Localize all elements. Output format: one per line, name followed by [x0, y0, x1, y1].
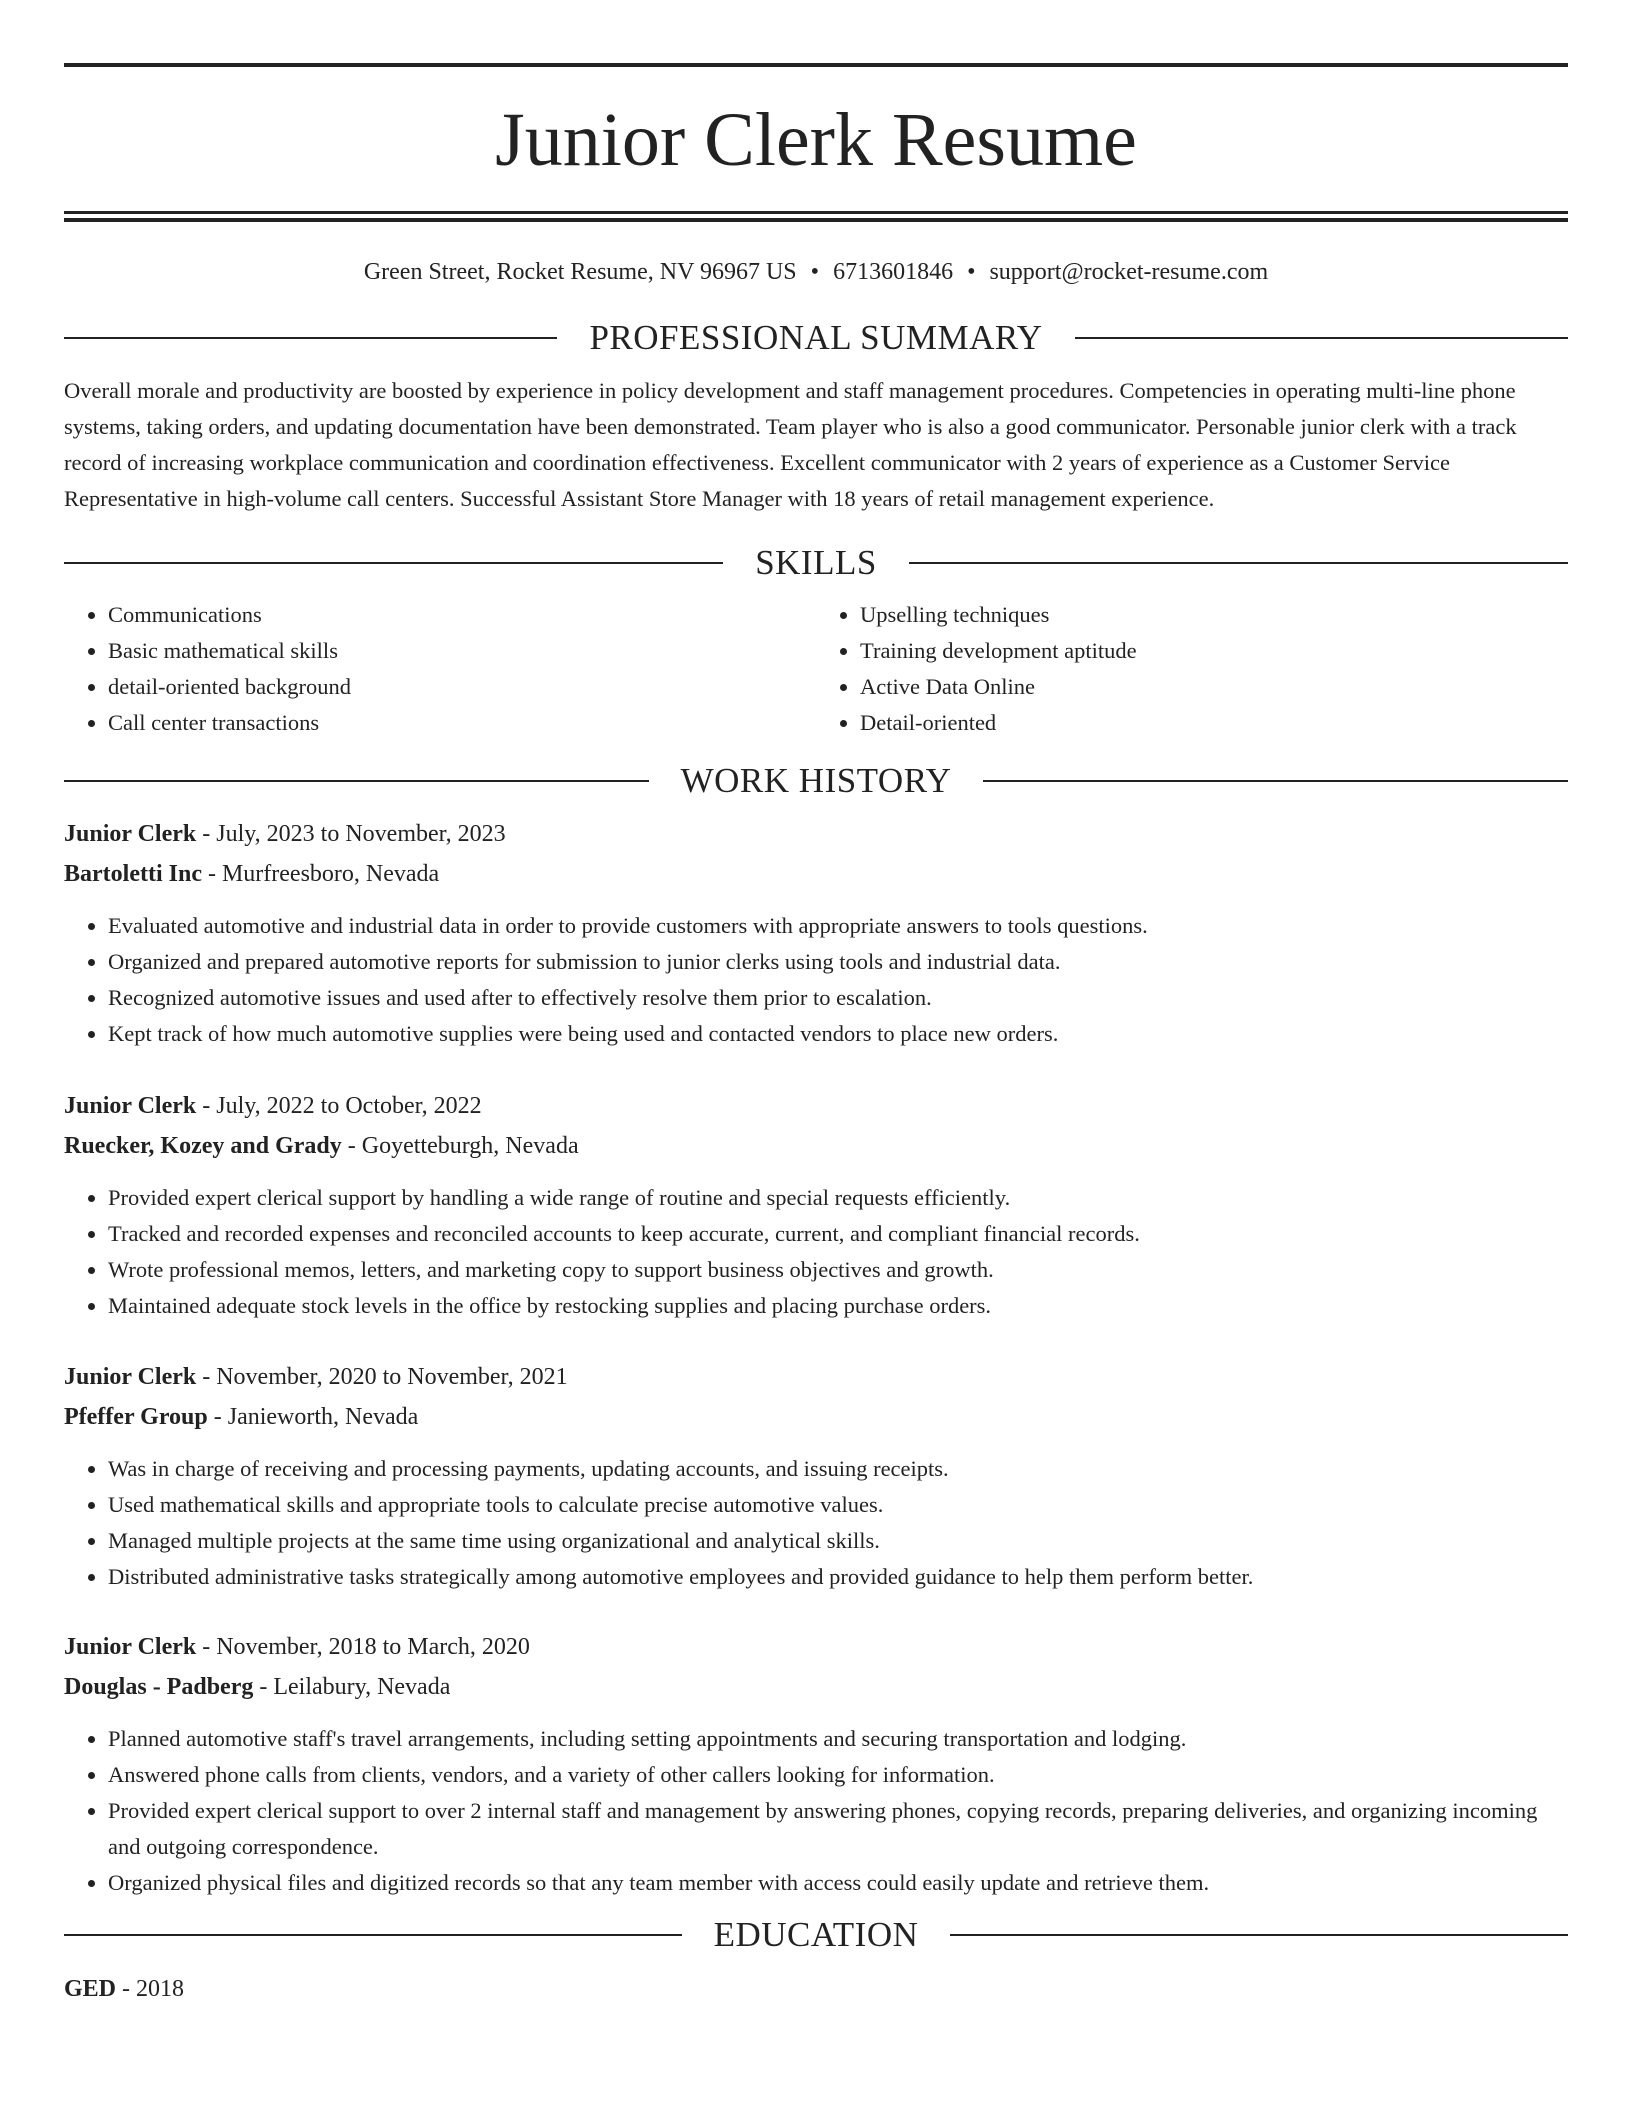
- job-company-line: [64, 854, 1568, 894]
- job-bullet: • Answered phone calls from clients, vendors, and a variety of other callers looking for information.: [108, 1757, 1568, 1793]
- job-bullets: [64, 1721, 1568, 1901]
- divider-line: [1075, 337, 1568, 339]
- job-company-line: [64, 1397, 1568, 1437]
- divider-line: [983, 780, 1568, 782]
- resume-page: [64, 0, 1568, 2009]
- job-company: Douglas - Padberg: [64, 1674, 254, 1700]
- job-bullet: • Kept track of how much automotive supplies were being used and contacted vendors to place new orders.: [108, 1016, 1568, 1052]
- job-dates: - July, 2022 to October, 2022: [196, 1093, 482, 1119]
- job-location: - Goyetteburgh, Nevada: [341, 1133, 579, 1159]
- skills-column-right: [816, 597, 1568, 741]
- job-bullet: • Tracked and recorded expenses and reconciled accounts to keep accurate, current, and compliant financial records.: [108, 1216, 1568, 1252]
- skill-item: • Active Data Online: [860, 669, 1568, 705]
- summary-text: Overall morale and productivity are boosted by experience in policy development and staff management procedures. Competencies in operating multi-line phone systems, taking orders, and updating documentation have been demonstrated. Team player who is also a good communicator. Personable junior clerk with a track record of increasing workplace communication and coordination effectiveness. Excellent communicator with 2 years of experience as a Customer Service Representative in high-volume call centers. Successful Assistant Store Manager with 18 years of retail management experience.: [64, 378, 1517, 511]
- education-year: - 2018: [116, 1976, 185, 2002]
- job-bullets: [64, 1180, 1568, 1324]
- job-bullet: • Provided expert clerical support to over 2 internal staff and management by answering phones, copying records, preparing deliveries, and organizing incoming and outgoing correspondence.: [108, 1793, 1568, 1865]
- job-bullet: • Wrote professional memos, letters, and marketing copy to support business objectives and growth.: [108, 1252, 1568, 1288]
- contact-phone: 6713601846: [833, 259, 954, 285]
- divider-line: [64, 562, 723, 564]
- contact-address: Green Street, Rocket Resume, NV 96967 US: [363, 259, 797, 285]
- job-bullet: • Recognized automotive issues and used after to effectively resolve them prior to escalation.: [108, 980, 1568, 1016]
- section-header-education: [64, 1915, 1568, 1955]
- skill-item: • Call center transactions: [108, 705, 816, 741]
- section-title: EDUCATION: [713, 1915, 919, 1954]
- job-entry: [64, 1086, 1568, 1324]
- job-location: - Janieworth, Nevada: [207, 1404, 419, 1430]
- contact-separator: •: [967, 259, 976, 285]
- job-title: Junior Clerk: [64, 1093, 197, 1119]
- section-title: PROFESSIONAL SUMMARY: [589, 318, 1043, 357]
- skill-item: • detail-oriented background: [108, 669, 816, 705]
- job-bullet: • Maintained adequate stock levels in the office by restocking supplies and placing purchase orders.: [108, 1288, 1568, 1324]
- section-header-work-history: [64, 761, 1568, 801]
- divider-line: [64, 337, 557, 339]
- section-header-summary: [64, 318, 1568, 358]
- skills-column-left: [64, 597, 816, 741]
- skill-item: • Detail-oriented: [860, 705, 1568, 741]
- job-bullet: • Distributed administrative tasks strategically among automotive employees and provided guidance to help them perform better.: [108, 1559, 1568, 1595]
- job-company: Ruecker, Kozey and Grady: [64, 1133, 342, 1159]
- job-company: Pfeffer Group: [64, 1404, 208, 1430]
- job-entry: [64, 814, 1568, 1052]
- section-header-skills: [64, 543, 1568, 583]
- education-entry: [64, 1969, 1568, 2009]
- job-entry: [64, 1627, 1568, 1901]
- job-company: Bartoletti Inc: [64, 861, 202, 887]
- job-bullet: • Used mathematical skills and appropriate tools to calculate precise automotive values.: [108, 1487, 1568, 1523]
- job-location: - Leilabury, Nevada: [253, 1674, 451, 1700]
- divider-line: [64, 1934, 682, 1936]
- contact-line: [64, 256, 1568, 288]
- job-location: - Murfreesboro, Nevada: [201, 861, 440, 887]
- contact-email: support@rocket-resume.com: [989, 259, 1269, 285]
- job-title: Junior Clerk: [64, 821, 197, 847]
- top-rule: [64, 63, 1568, 67]
- job-bullet: • Provided expert clerical support by handling a wide range of routine and special requests efficiently.: [108, 1180, 1568, 1216]
- skill-item: • Basic mathematical skills: [108, 633, 816, 669]
- section-title: WORK HISTORY: [680, 761, 952, 800]
- job-entry: [64, 1357, 1568, 1595]
- job-bullet: • Evaluated automotive and industrial data in order to provide customers with appropriate answers to tools questions.: [108, 908, 1568, 944]
- job-dates: - November, 2018 to March, 2020: [196, 1634, 530, 1660]
- job-bullet: • Managed multiple projects at the same time using organizational and analytical skills.: [108, 1523, 1568, 1559]
- skill-item: • Training development aptitude: [860, 633, 1568, 669]
- job-company-line: [64, 1126, 1568, 1166]
- divider-line: [909, 562, 1568, 564]
- skill-item: • Upselling techniques: [860, 597, 1568, 633]
- job-bullet: • Organized and prepared automotive reports for submission to junior clerks using tools and industrial data.: [108, 944, 1568, 980]
- skills-list: [64, 597, 1568, 741]
- job-bullets: [64, 908, 1568, 1052]
- job-title: Junior Clerk: [64, 1364, 197, 1390]
- education-degree: GED: [64, 1976, 117, 2002]
- skill-item: • Communications: [108, 597, 816, 633]
- job-title-line: [64, 1357, 1568, 1397]
- resume-title: Junior Clerk Resume: [495, 98, 1137, 182]
- job-bullets: [64, 1451, 1568, 1595]
- job-bullet: • Organized physical files and digitized records so that any team member with access could easily update and retrieve them.: [108, 1865, 1568, 1901]
- divider-line: [950, 1934, 1568, 1936]
- job-title-line: [64, 814, 1568, 854]
- section-title: SKILLS: [755, 543, 877, 582]
- job-dates: - July, 2023 to November, 2023: [196, 821, 506, 847]
- title-double-rule: [64, 211, 1568, 222]
- job-bullet: • Planned automotive staff's travel arrangements, including setting appointments and securing transportation and lodging.: [108, 1721, 1568, 1757]
- contact-separator: •: [810, 259, 820, 285]
- job-title-line: [64, 1627, 1568, 1667]
- divider-line: [64, 780, 649, 782]
- job-bullet: • Was in charge of receiving and processing payments, updating accounts, and issuing receipts.: [108, 1451, 1568, 1487]
- job-company-line: [64, 1667, 1568, 1707]
- job-dates: - November, 2020 to November, 2021: [196, 1364, 568, 1390]
- job-title-line: [64, 1086, 1568, 1126]
- job-title: Junior Clerk: [64, 1634, 197, 1660]
